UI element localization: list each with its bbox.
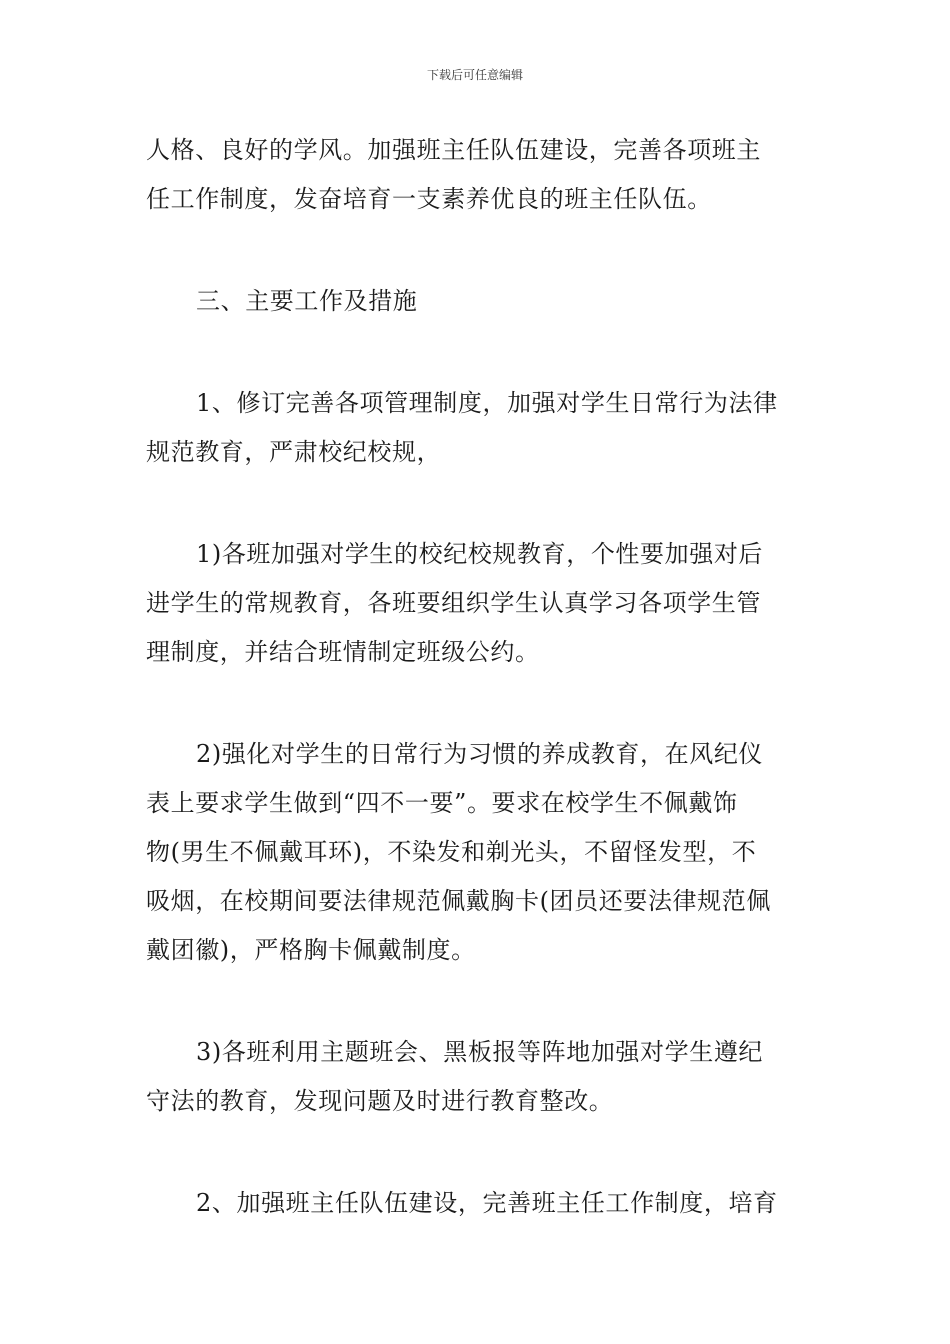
text-line: 人格、良好的学风。加强班主任队伍建设，完善各项班主: [146, 136, 761, 164]
text-line: 进学生的常规教育，各班要组织学生认真学习各项学生管: [146, 589, 761, 617]
text-line: 守法的教育，发现问题及时进行教育整改。: [146, 1087, 614, 1115]
text-line: 戴团徽)，严格胸卡佩戴制度。: [146, 936, 476, 964]
paragraph-subitem-1: [146, 530, 806, 677]
paragraph-intro-continuation: [146, 126, 806, 224]
text-line: 理制度，并结合班情制定班级公约。: [146, 638, 540, 666]
paragraph-item-2: [146, 1179, 806, 1228]
text-line: 2)强化对学生的日常行为习惯的养成教育，在风纪仪: [196, 740, 764, 768]
text-line: 吸烟，在校期间要法律规范佩戴胸卡(团员还要法律规范佩: [146, 887, 771, 915]
text-line: 1、修订完善各项管理制度，加强对学生日常行为法律: [196, 389, 778, 417]
text-line: 2、加强班主任队伍建设，完善班主任工作制度，培育: [196, 1189, 778, 1217]
text-line: 规范教育，严肃校纪校规，: [146, 438, 442, 466]
document-body: [146, 126, 806, 1228]
paragraph-item-1: [146, 379, 806, 477]
text-line: 表上要求学生做到“四不一要”。要求在校学生不佩戴饰: [146, 789, 738, 817]
section-heading-main-work: [146, 277, 806, 326]
paragraph-subitem-2: [146, 730, 806, 975]
text-line: 3)各班利用主题班会、黑板报等阵地加强对学生遵纪: [196, 1038, 764, 1066]
paragraph-subitem-3: [146, 1028, 806, 1126]
text-line: 三、主要工作及措施: [196, 287, 418, 315]
page-header-watermark: 下载后可任意编辑: [426, 68, 523, 82]
text-line: 1)各班加强对学生的校纪校规教育，个性要加强对后: [196, 540, 764, 568]
text-line: 物(男生不佩戴耳环)，不染发和剃光头，不留怪发型，不: [146, 838, 757, 866]
text-line: 任工作制度，发奋培育一支素养优良的班主任队伍。: [146, 185, 712, 213]
